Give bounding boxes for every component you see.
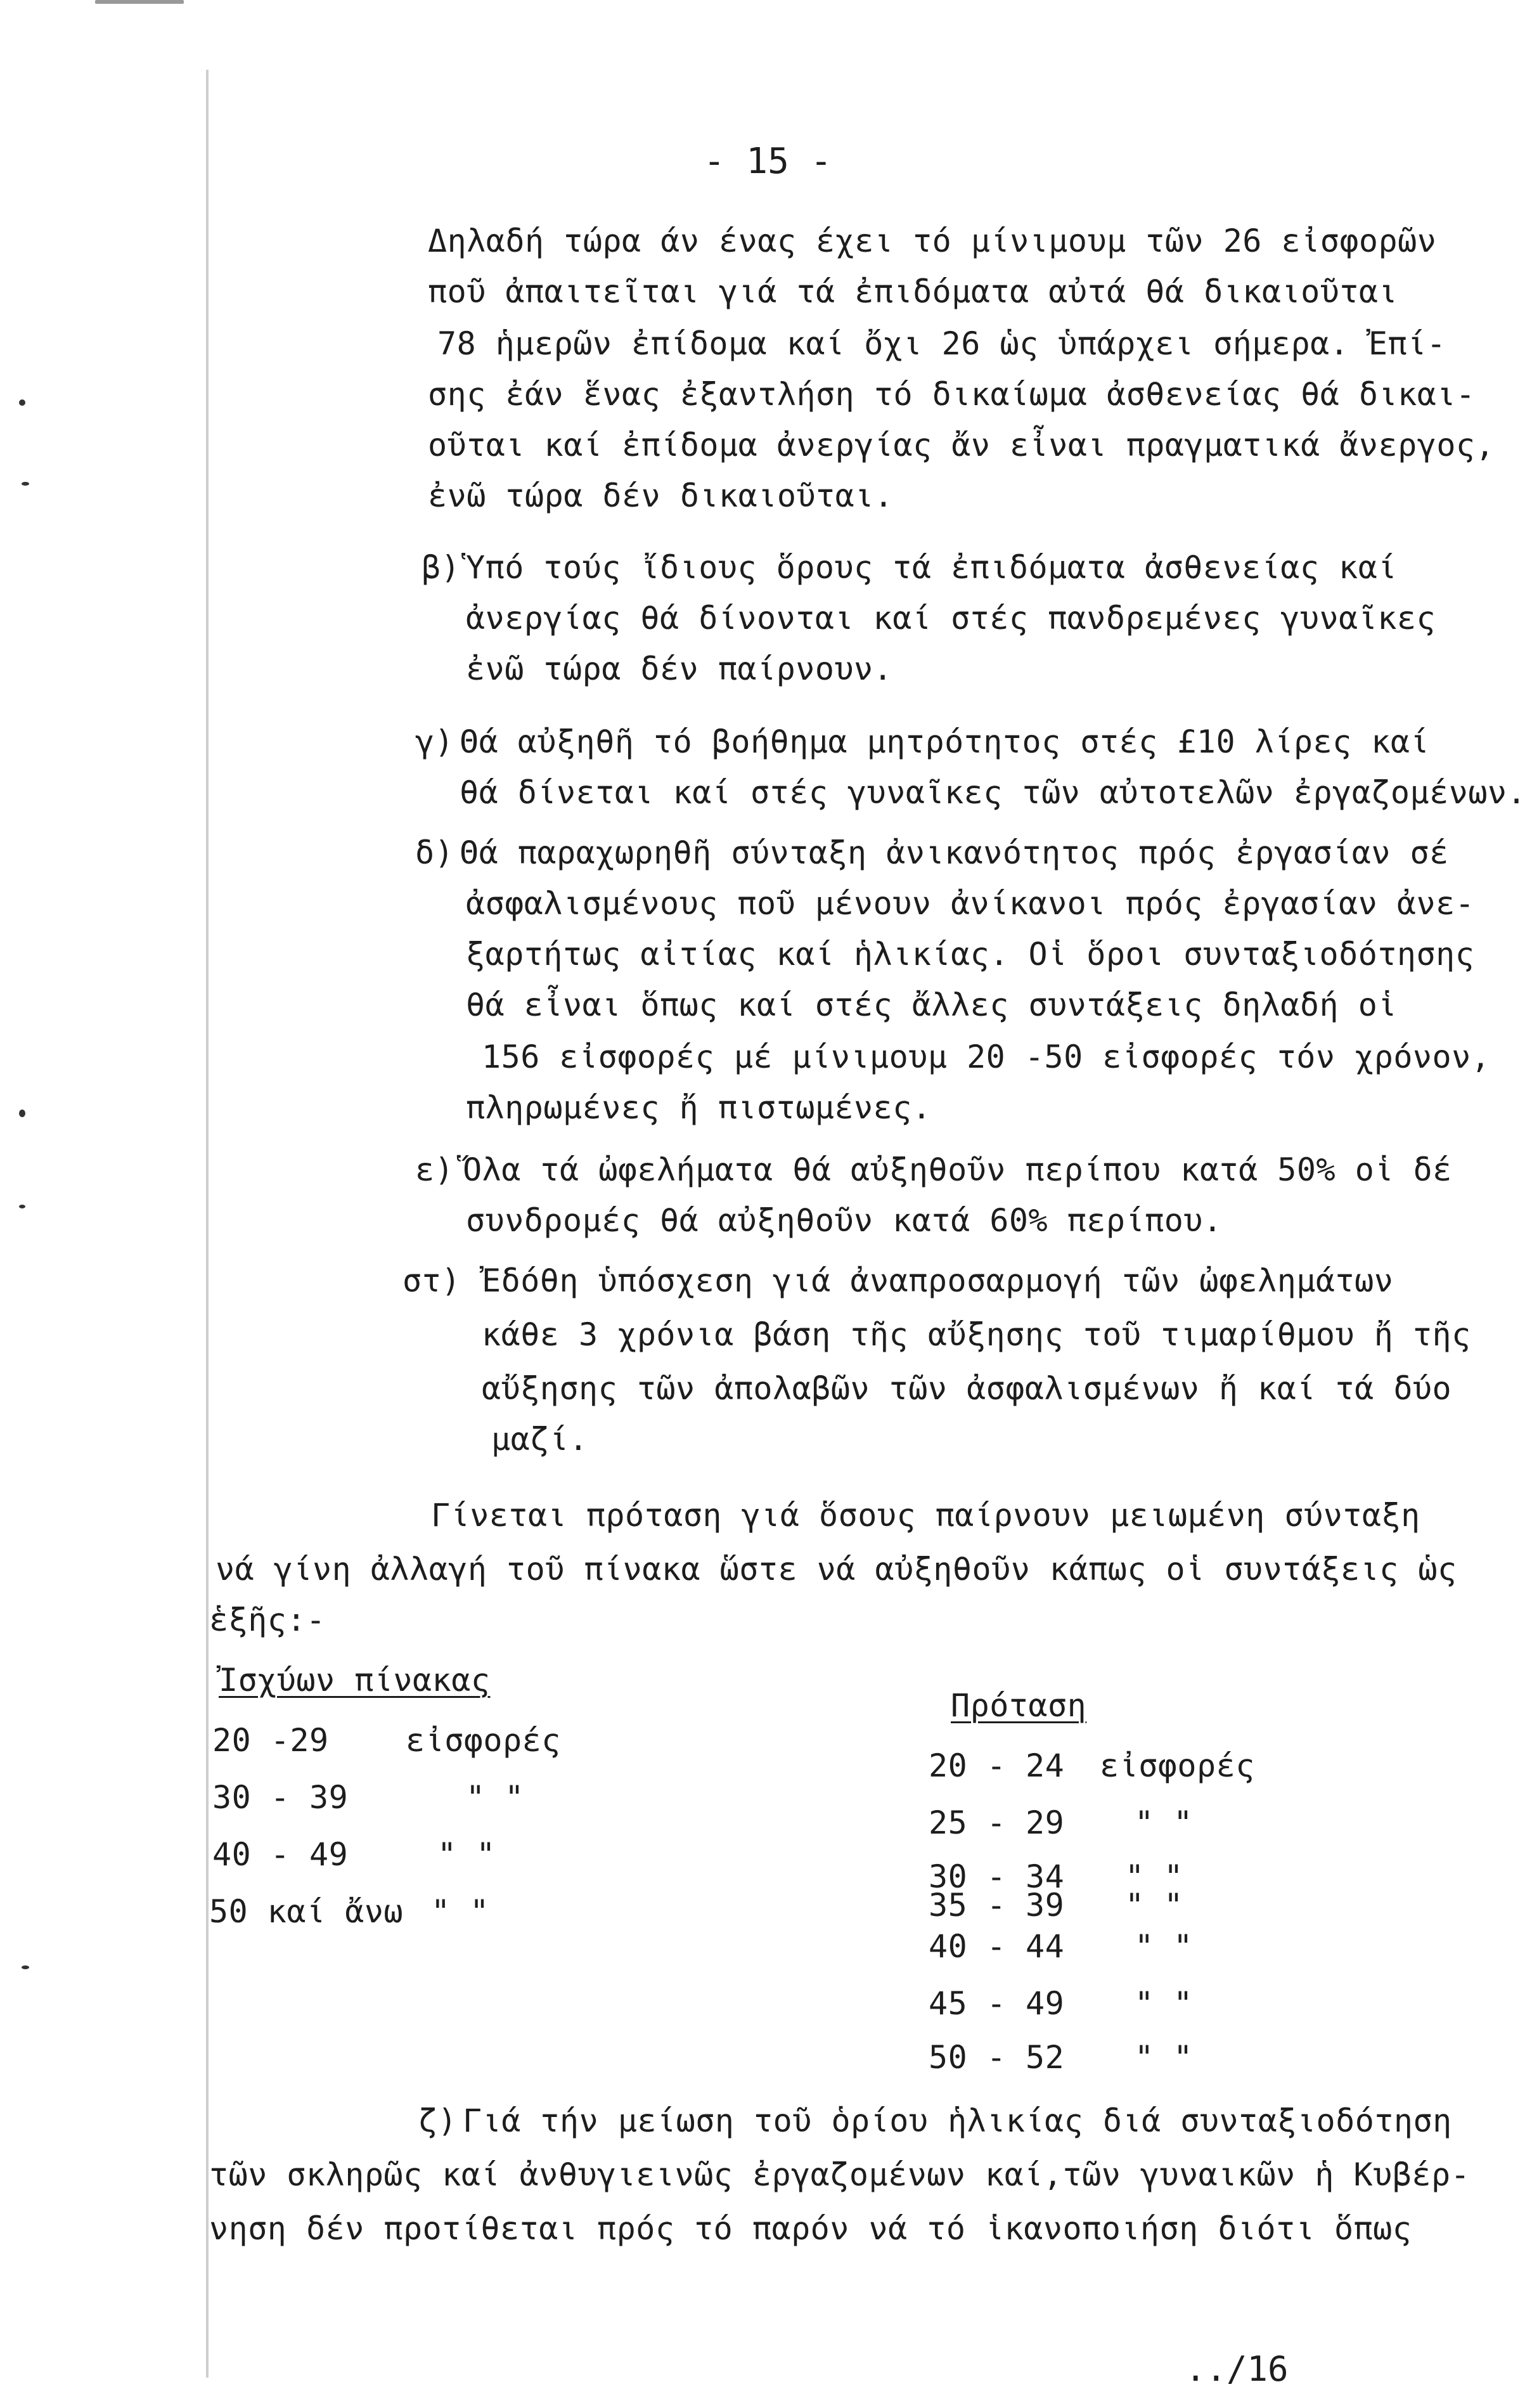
proposal-row-unit: " " <box>1135 1985 1193 2022</box>
para1-line-3: 78 ἡμερῶν ἐπίδομα καί ὄχι 26 ὡς ὑπάρχει σήμερα. Ἐπί- <box>437 325 1446 362</box>
para2-line-3: ἑξῆς:- <box>209 1602 326 1638</box>
para1-line-5: οῦται καί ἐπίδομα ἀνεργίας ἄν εἶναι πραγματικά ἄνεργος, <box>428 427 1495 463</box>
proposal-row-range: 25 - 29 <box>929 1804 1065 1841</box>
para2-line-2: νά γίνη ἀλλαγή τοῦ πίνακα ὥστε νά αὐξηθοῦν κάπως οἱ συντάξεις ὡς <box>216 1551 1457 1588</box>
item-z-line-3: νηση δέν προτίθεται πρός τό παρόν νά τό ἱκανοποιήση διότι ὅπως <box>209 2210 1412 2247</box>
item-d-line-4: θά εἶναι ὅπως καί στές ἄλλες συντάξεις δηλαδή οἱ <box>466 987 1397 1023</box>
proposal-row-unit: εἰσφορές <box>1100 1747 1255 1784</box>
item-st-line-1: Ἐδόθη ὑπόσχεση γιά ἀναπροσαρμογή τῶν ὠφελημάτων <box>482 1262 1394 1299</box>
item-st-line-2: κάθε 3 χρόνια βάση τῆς αὔξησης τοῦ τιμαρίθμου ἤ τῆς <box>482 1316 1471 1353</box>
para1-line-6: ἐνῶ τώρα δέν δικαιοῦται. <box>428 477 894 514</box>
scan-speck <box>22 1965 29 1969</box>
proposal-row-range: 45 - 49 <box>929 1985 1065 2022</box>
proposal-row-unit: " " <box>1135 1804 1193 1841</box>
proposal-table-heading: Πρόταση <box>951 1687 1087 1724</box>
item-b-line-1: Ὑπό τούς ἴδιους ὅρους τά ἐπιδόματα ἀσθενείας καί <box>466 549 1397 586</box>
current-row-range: 40 - 49 <box>212 1836 349 1873</box>
margin-rule <box>206 70 209 2378</box>
current-row-unit: " " <box>437 1836 496 1873</box>
current-row-unit: " " <box>431 1893 489 1930</box>
para1-line-1: Δηλαδή τώρα άν ένας έχει τό μίνιμουμ τῶν 26 εἰσφορῶν <box>428 223 1437 259</box>
item-c-line-1: Θά αὐξηθῆ τό βοήθημα μητρότητος στές £10 λίρες καί <box>460 723 1430 760</box>
page-number: - 15 - <box>704 141 832 182</box>
current-row-unit: " " <box>466 1779 524 1816</box>
scan-speck <box>19 1110 25 1117</box>
item-d-line-2: ἀσφαλισμένους ποῦ μένουν ἀνίκανοι πρός ἐργασίαν ἀνε- <box>466 885 1475 922</box>
para2-line-1: Γίνεται πρόταση γιά ὅσους παίρνουν μειωμένη σύνταξη <box>431 1497 1420 1534</box>
item-e-line-1: Ὅλα τά ὠφελήματα θά αὐξηθοῦν περίπου κατά 50% οἱ δέ <box>463 1151 1452 1188</box>
scan-speck <box>19 399 25 406</box>
continuation-marker: ../16 <box>1185 2349 1289 2389</box>
current-row-range: 50 καί ἄνω <box>209 1893 404 1930</box>
item-c-line-2: θά δίνεται καί στές γυναῖκες τῶν αὐτοτελῶν ἐργαζομένων. <box>460 774 1527 811</box>
proposal-row-unit: " " <box>1135 2039 1193 2076</box>
scan-speck <box>22 482 29 486</box>
item-b-line-3: ἐνῶ τώρα δέν παίρνουν. <box>466 651 893 687</box>
item-z-line-2: τῶν σκληρῶς καί ἀνθυγιεινῶς ἐργαζομένων καί,τῶν γυναικῶν ἡ Κυβέρ- <box>209 2156 1471 2193</box>
item-d-line-5: 156 εἰσφορές μέ μίνιμουμ 20 -50 εἰσφορές τόν χρόνον, <box>482 1039 1491 1075</box>
item-st-line-4: μαζί. <box>491 1421 589 1458</box>
item-st-line-3: αὔξησης τῶν ἀπολαβῶν τῶν ἀσφαλισμένων ἤ καί τά δύο <box>482 1370 1452 1407</box>
item-d-line-6: πληρωμένες ἤ πιστωμένες. <box>466 1089 932 1126</box>
proposal-row-range: 20 - 24 <box>929 1747 1065 1784</box>
current-row-range: 30 - 39 <box>212 1779 349 1816</box>
scan-speck <box>95 0 184 4</box>
proposal-row-range: 40 - 44 <box>929 1928 1065 1965</box>
item-c-label: γ) <box>415 723 454 760</box>
proposal-row-range: 35 - 39 <box>929 1887 1065 1924</box>
item-b-line-2: ἀνεργίας θά δίνονται καί στές πανδρεμένες γυναῖκες <box>466 600 1436 637</box>
item-e-label: ε) <box>415 1151 454 1188</box>
para1-line-2: ποῦ ἀπαιτεῖται γιά τά ἐπιδόματα αὐτά θά δικαιοῦται <box>428 273 1398 310</box>
item-d-label: δ) <box>415 834 454 871</box>
item-z-line-1: Γιά τήν μείωση τοῦ ὁρίου ἡλικίας διά συνταξιοδότηση <box>463 2102 1452 2139</box>
item-z-label: ζ) <box>418 2102 458 2139</box>
scan-speck <box>19 1205 25 1208</box>
item-d-line-3: ξαρτήτως αἰτίας καί ἡλικίας. Οἱ ὅροι συνταξιοδότησης <box>466 936 1475 973</box>
item-b-label: β) <box>422 549 461 586</box>
item-st-label: στ) <box>402 1262 461 1299</box>
current-table-heading: Ἰσχύων πίνακας <box>219 1662 491 1699</box>
item-e-line-2: συνδρομές θά αὐξηθοῦν κατά 60% περίπου. <box>466 1202 1223 1239</box>
proposal-row-unit: " " <box>1135 1928 1193 1965</box>
item-d-line-1: Θά παραχωρηθῆ σύνταξη ἀνικανότητος πρός ἐργασίαν σέ <box>460 834 1449 871</box>
current-row-unit: εἰσφορές <box>406 1722 561 1759</box>
proposal-row-range: 50 - 52 <box>929 2039 1065 2076</box>
proposal-row-unit: " " <box>1125 1887 1183 1924</box>
proposal-row-range: 30 - 34 <box>929 1858 1065 1895</box>
para1-line-4: σης ἐάν ἕνας ἐξαντλήση τό δικαίωμα ἀσθενείας θά δικαι- <box>428 376 1476 413</box>
current-row-range: 20 -29 <box>212 1722 329 1759</box>
proposal-row-unit: " " <box>1125 1858 1183 1895</box>
